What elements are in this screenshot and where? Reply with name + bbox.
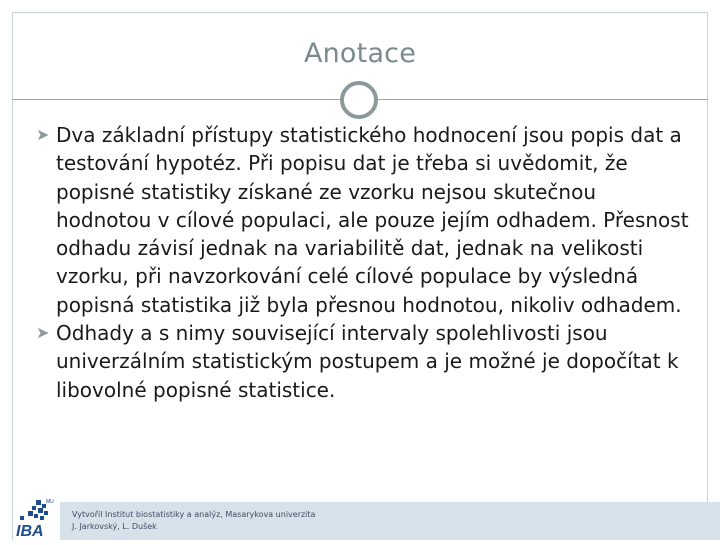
bullet-text: Dva základní přístupy statistického hodnocení jsou popis dat a testování hypotéz. Při popisu dat je třeba si uvědomit, že popisné statistiky získané ze vzorku nejsou skutečnou hodnotou v cílové populaci, ale pouze jejím odhadem. Přesnost odhadu závisí jednak na variabilitě dat, jednak na velikosti vzorku, při navzorkování celé cílové populace by výsledná popisná statistika již byla přesnou hodnotou, nikoliv odhadem. — [56, 123, 689, 317]
bullet-text: Odhady a s nimy související intervaly spolehlivosti jsou univerzálním statistickým postupem a je možné je dopočítat k libovolné popisné statistice. — [56, 321, 679, 402]
footer-credit: Vytvořil Institut biostatistiky a analýz, Masarykova univerzita — [72, 510, 316, 519]
iba-logo — [14, 498, 58, 540]
bullet-item — [30, 319, 690, 404]
slide-body — [30, 121, 690, 404]
ring-icon — [340, 81, 378, 119]
arrow-bullet-icon: ➤ — [36, 125, 50, 144]
bullet-item — [30, 121, 690, 319]
slide-title: Anotace — [303, 38, 417, 69]
footer-bar — [60, 502, 720, 540]
logo-superscript: MU — [46, 499, 54, 505]
footer-authors: J. Jarkovský, L. Dušek — [72, 522, 157, 531]
arrow-bullet-icon: ➤ — [36, 323, 50, 343]
logo-text: IBA — [16, 523, 44, 540]
